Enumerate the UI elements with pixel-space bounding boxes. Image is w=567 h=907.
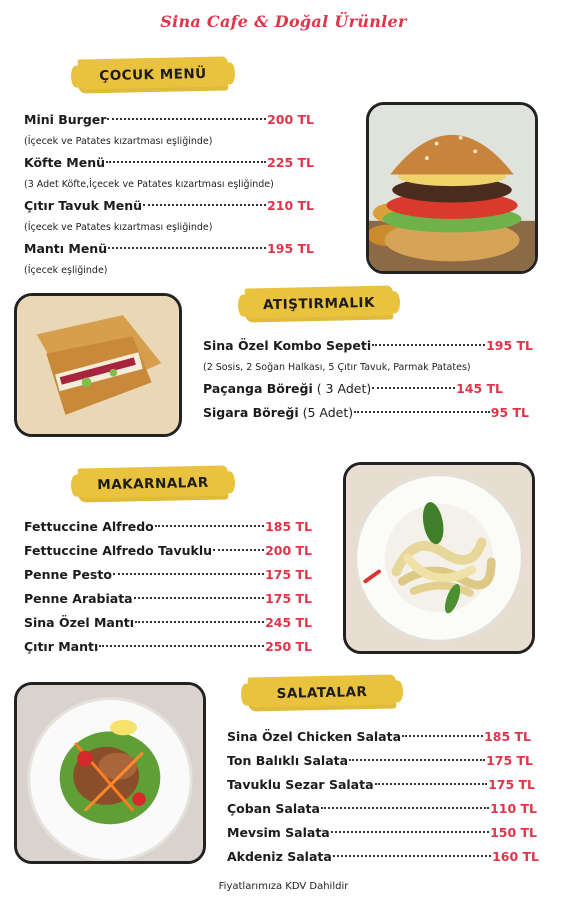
menu-item: Sigara Böreği (5 Adet) 95 TL <box>203 401 529 425</box>
section-heading-cocuk-menu: ÇOCUK MENÜ <box>78 56 229 93</box>
pasta-image <box>346 465 532 651</box>
menu-list-makarnalar <box>24 515 312 659</box>
menu-item: Penne Arabiata 175 TL <box>24 587 312 611</box>
menu-item: Fettuccine Alfredo Tavuklu 200 TL <box>24 539 312 563</box>
price: 200 TL <box>265 543 312 558</box>
section-heading-salatalar: SALATALAR <box>248 674 397 711</box>
menu-item: Sina Özel Mantı 245 TL <box>24 611 312 635</box>
price: 110 TL <box>490 801 537 816</box>
price: 195 TL <box>486 338 533 353</box>
menu-item: Fettuccine Alfredo 185 TL <box>24 515 312 539</box>
menu-item: Mevsim Salata 150 TL <box>227 821 537 845</box>
pasta-photo <box>343 462 535 654</box>
price: 150 TL <box>490 825 537 840</box>
menu-item: Mantı Menü 195 TL <box>24 237 314 261</box>
price: 195 TL <box>267 241 314 256</box>
borek-photo <box>14 293 182 437</box>
page-title: Sina Cafe & Doğal Ürünler <box>160 12 407 31</box>
burger-photo <box>366 102 538 274</box>
menu-item: Çoban Salata 110 TL <box>227 797 537 821</box>
menu-item-note: (İçecek eşliğinde) <box>24 265 108 276</box>
menu-item-note: (İçecek ve Patates kızartması eşliğinde) <box>24 136 213 147</box>
price: 185 TL <box>484 729 531 744</box>
menu-item: Çıtır Tavuk Menü 210 TL <box>24 194 314 218</box>
price: 160 TL <box>492 849 539 864</box>
menu-item: Paçanga Böreği ( 3 Adet) 145 TL <box>203 377 503 401</box>
price: 175 TL <box>265 591 312 606</box>
menu-item: Sina Özel Kombo Sepeti 195 TL <box>203 334 533 358</box>
menu-list-salatalar <box>227 725 539 869</box>
salad-image <box>17 685 203 861</box>
section-heading-atistirmalik: ATIŞTIRMALIK <box>245 285 394 322</box>
menu-item-note: (3 Adet Köfte,İçecek ve Patates kızartması eşliğinde) <box>24 179 274 190</box>
price: 95 TL <box>490 405 529 420</box>
burger-image <box>369 105 535 271</box>
price: 175 TL <box>486 753 533 768</box>
menu-item: Köfte Menü 225 TL <box>24 151 314 175</box>
price: 245 TL <box>265 615 312 630</box>
footer-note: Fiyatlarımıza KDV Dahildir <box>218 881 349 892</box>
salad-photo <box>14 682 206 864</box>
menu-item-note: (2 Sosis, 2 Soğan Halkası, 5 Çıtır Tavuk, Parmak Patates) <box>203 362 471 373</box>
price: 145 TL <box>456 381 503 396</box>
price: 185 TL <box>265 519 312 534</box>
price: 175 TL <box>488 777 535 792</box>
price: 250 TL <box>265 639 312 654</box>
price: 210 TL <box>267 198 314 213</box>
menu-item: Çıtır Mantı 250 TL <box>24 635 312 659</box>
menu-item: Penne Pesto 175 TL <box>24 563 312 587</box>
menu-item-note: (İçecek ve Patates kızartması eşliğinde) <box>24 222 213 233</box>
price: 200 TL <box>267 112 314 127</box>
menu-item: Ton Balıklı Salata 175 TL <box>227 749 533 773</box>
menu-list-atistirmalik <box>203 334 533 425</box>
menu-item: Akdeniz Salata 160 TL <box>227 845 539 869</box>
menu-item: Sina Özel Chicken Salata 185 TL <box>227 725 531 749</box>
section-heading-makarnalar: MAKARNALAR <box>78 465 229 502</box>
menu-item: Tavuklu Sezar Salata 175 TL <box>227 773 535 797</box>
price: 175 TL <box>265 567 312 582</box>
menu-list-cocuk <box>24 108 314 280</box>
menu-item: Mini Burger 200 TL <box>24 108 314 132</box>
price: 225 TL <box>267 155 314 170</box>
borek-image <box>17 296 179 434</box>
